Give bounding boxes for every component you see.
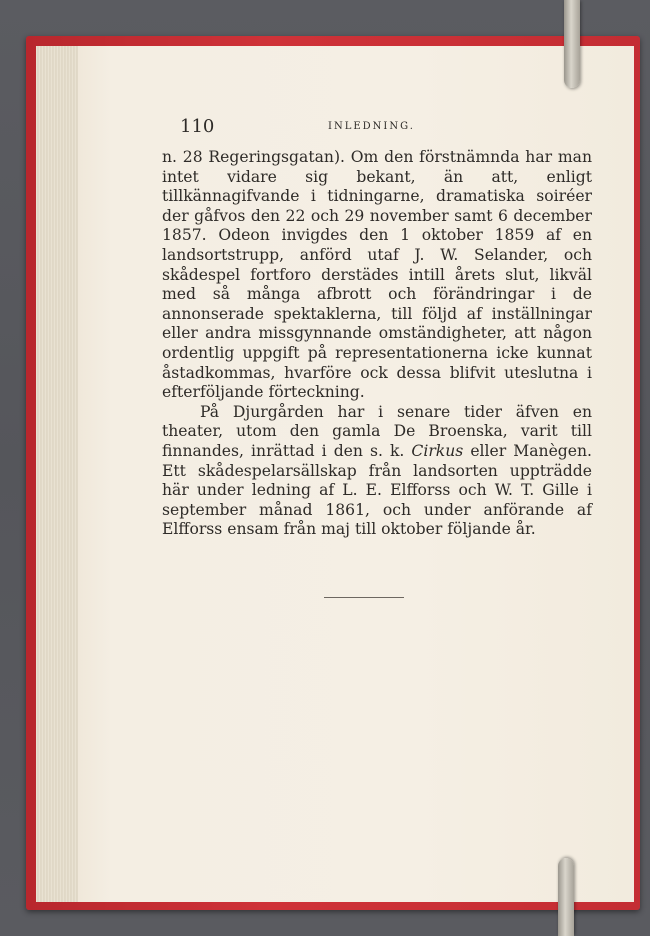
- page-number: 110: [180, 116, 215, 137]
- paragraph-2-text-end: eller Manègen. Ett skådespelarsällskap från landsorten uppträdde här under ledning af L. E. Elfforss och W. T. Gille i september månad 1861, och under anförande af Elfforss ensam från maj till oktober följande år.: [162, 441, 593, 539]
- page-clip-bottom: [558, 858, 574, 936]
- section-end-rule: [324, 597, 404, 598]
- page-edges: [36, 46, 81, 902]
- page-clip-top: [564, 0, 580, 88]
- paragraph-2: [162, 403, 592, 540]
- running-head: [162, 116, 592, 140]
- body-text: [162, 148, 592, 540]
- paragraph-2-text-start: På Djurgården har i senare tider äfven en theater, utom den gamla De Broenska, varit till finnandes, inrättad i den s. k.: [162, 402, 592, 460]
- page-content: [162, 116, 592, 540]
- cirkus-italic-term: Cirkus: [411, 441, 464, 460]
- running-title: INLEDNING.: [328, 121, 415, 132]
- paragraph-1: n. 28 Regeringsgatan). Om den förstnämnda har man intet vidare sig bekant, än att, enligt tillkännagifvande i tidningarne, dramatiska soiréer der gåfvos den 22 och 29 november samt 6 december 1857. Odeon invigdes den 1 oktober 1859 af en landsortstrupp, anförd utaf J. W. Selander, och skådespel fortforo derstädes intill årets slut, likväl med så många afbrott och förändringar i de annonserade spektaklerna, till följd af inställningar eller andra missgynnande omständigheter, att någon ordentlig uppgift på representationerna icke kunnat åstadkommas, hvarföre ock dessa blifvit uteslutna i efterföljande förteckning.: [162, 148, 592, 402]
